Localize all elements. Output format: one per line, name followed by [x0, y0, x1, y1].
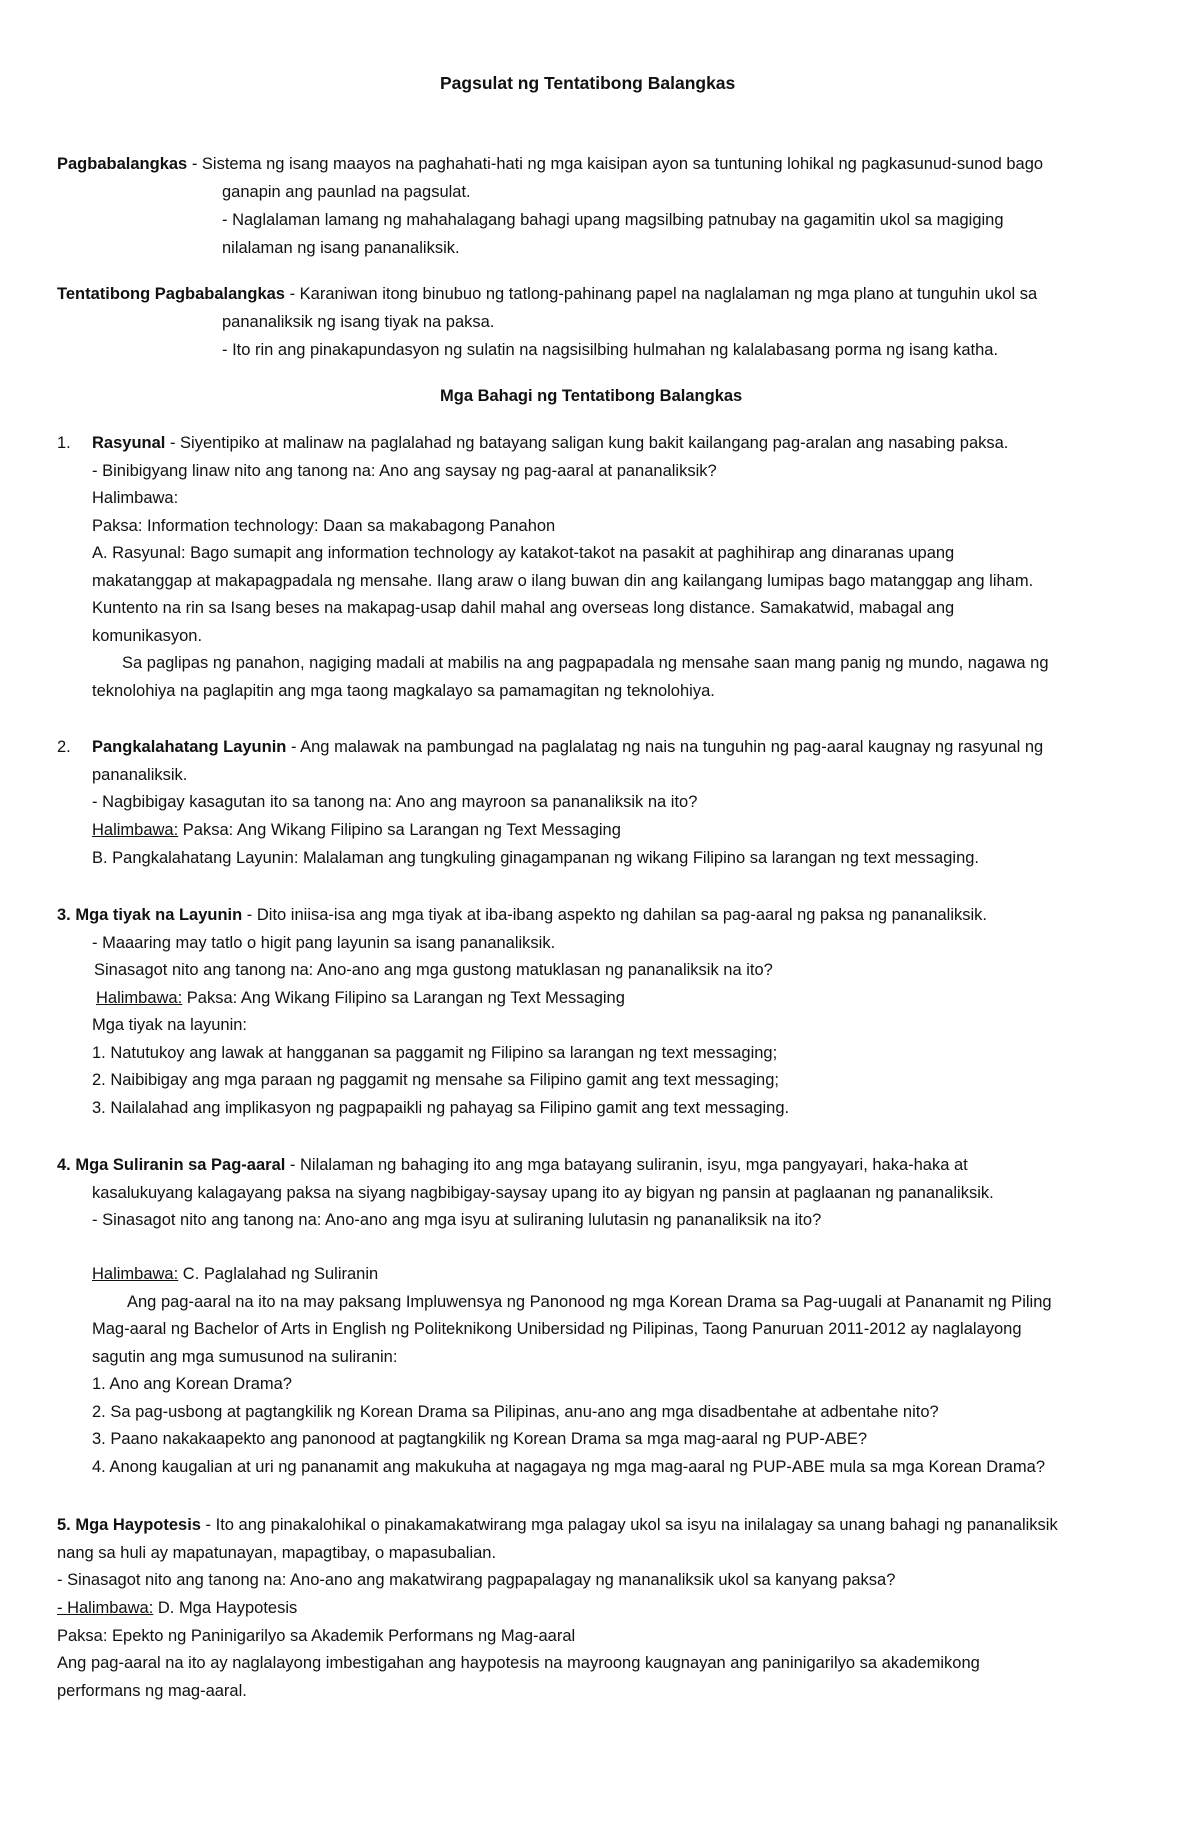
- document-title: Pagsulat ng Tentatibong Balangkas: [440, 73, 736, 93]
- list-item: 3. Nailalahad ang implikasyon ng pagpapaikli ng pahayag sa Filipino gamit ang text messaging.: [92, 1099, 790, 1117]
- term-pagbabalangkas: Pagbabalangkas: [57, 155, 188, 173]
- item-text: komunikasyon.: [92, 627, 203, 645]
- example-label: Halimbawa:: [96, 989, 183, 1007]
- term-suliranin: 4. Mga Suliranin sa Pag-aaral: [57, 1156, 286, 1174]
- example-text: Paksa: Ang Wikang Filipino sa Larangan ng Text Messaging: [178, 821, 621, 839]
- item-tiyak-na-layunin-heading: [57, 905, 987, 925]
- item-text: - Sinasagot nito ang tanong na: Ano-ano ang mga isyu at suliraning lulutasin ng pananaliksik na ito?: [92, 1211, 822, 1229]
- item-text: - Siyentipiko at malinaw na paglalahad ng batayang saligan kung bakit kailangang pag-aralan ang nasabing paksa.: [165, 434, 1009, 452]
- item-text: - Nagbibigay kasagutan ito sa tanong na: Ano ang mayroon sa pananaliksik na ito?: [92, 793, 698, 811]
- item-text: - Dito iniisa-isa ang mga tiyak at iba-ibang aspekto ng dahilan sa pag-aaral ng paksa ng pananaliksik.: [242, 906, 987, 924]
- item-text: kasalukuyang kalagayang paksa na siyang nagbibigay-saysay upang ito ay bigyan ng pansin at paglaanan ng pananaliksik.: [92, 1184, 994, 1202]
- list-item: 3. Paano nakakaapekto ang panonood at pagtangkilik ng Korean Drama sa mga mag-aaral ng PUP-ABE?: [92, 1430, 868, 1448]
- example-text: Paksa: Ang Wikang Filipino sa Larangan ng Text Messaging: [182, 989, 625, 1007]
- term-haypotesis: 5. Mga Haypotesis: [57, 1516, 201, 1534]
- item-text: - Binibigyang linaw nito ang tanong na: Ano ang saysay ng pag-aaral at pananaliksik?: [92, 462, 717, 480]
- list-item: 4. Anong kaugalian at uri ng pananamit ang makukuha at nagagaya ng mga mag-aaral ng PUP-ABE mula sa mga Korean Drama?: [92, 1458, 1045, 1476]
- definition-text: pananaliksik ng isang tiyak na paksa.: [222, 313, 495, 331]
- item-text: Sinasagot nito ang tanong na: Ano-ano ang mga gustong matuklasan ng pananaliksik na ito?: [94, 961, 773, 979]
- definition-text: - Naglalaman lamang ng mahahalagang bahagi upang magsilbing patnubay na gagamitin ukol sa magiging: [222, 211, 1004, 229]
- item-number: 1.: [57, 434, 71, 452]
- example-label: Halimbawa:: [92, 821, 179, 839]
- item-rasyunal-heading: [92, 433, 1008, 453]
- definition-pagbabalangkas-line: [57, 154, 1043, 174]
- item-text: - Nilalaman ng bahaging ito ang mga batayang suliranin, isyu, mga pangyayari, haka-haka at: [285, 1156, 968, 1174]
- item-text: B. Pangkalahatang Layunin: Malalaman ang tungkuling ginagampanan ng wikang Filipino sa larangan ng text messaging.: [92, 849, 980, 867]
- list-item: 2. Naibibigay ang mga paraan ng paggamit ng mensahe sa Filipino gamit ang text messaging;: [92, 1071, 779, 1089]
- item-text: sagutin ang mga sumusunod na suliranin:: [92, 1348, 398, 1366]
- list-item: 2. Sa pag-usbong at pagtangkilik ng Korean Drama sa Pilipinas, anu-ano ang mga disadbentahe at adbentahe nito?: [92, 1403, 939, 1421]
- definition-text: nilalaman ng isang pananaliksik.: [222, 239, 460, 257]
- item-suliranin-heading: [57, 1155, 968, 1175]
- item-text: Halimbawa:: [92, 489, 179, 507]
- section-heading: Mga Bahagi ng Tentatibong Balangkas: [440, 387, 743, 405]
- item-number: 2.: [57, 738, 71, 756]
- item-pangkalahatang-layunin-heading: [92, 737, 1043, 757]
- item-text: teknolohiya na paglapitin ang mga taong magkalayo sa pamamagitan ng teknolohiya.: [92, 682, 715, 700]
- term-tentatibong-pagbabalangkas: Tentatibong Pagbabalangkas: [57, 285, 285, 303]
- item-text: - Maaaring may tatlo o higit pang layunin sa isang pananaliksik.: [92, 934, 556, 952]
- list-item: 1. Ano ang Korean Drama?: [92, 1375, 292, 1393]
- example-line: [92, 820, 621, 840]
- example-text: D. Mga Haypotesis: [153, 1599, 298, 1617]
- item-text: Mag-aaral ng Bachelor of Arts in English ng Politeknikong Unibersidad ng Pilipinas, Taong Panuruan 2011-2012 ay naglalayong: [92, 1320, 1022, 1338]
- definition-text: - Sistema ng isang maayos na paghahati-hati ng mga kaisipan ayon sa tuntuning lohikal ng pagkasunud-sunod bago: [187, 155, 1044, 173]
- item-text: performans ng mag-aaral.: [57, 1682, 247, 1700]
- item-text: A. Rasyunal: Bago sumapit ang information technology ay katakot-takot na pasakit at paghihirap ang dinaranas upang: [92, 544, 955, 562]
- item-text: Ang pag-aaral na ito na may paksang Impluwensya ng Panonood ng mga Korean Drama sa Pag-uugali at Pananamit ng Piling: [127, 1293, 1052, 1311]
- item-text: - Ang malawak na pambungad na paglalatag ng nais na tunguhin ng pag-aaral kaugnay ng rasyunal ng: [286, 738, 1044, 756]
- item-text: nang sa huli ay mapatunayan, mapagtibay, o mapasubalian.: [57, 1544, 497, 1562]
- definition-text: - Karaniwan itong binubuo ng tatlong-pahinang papel na naglalaman ng mga plano at tunguhin ukol sa: [284, 285, 1038, 303]
- term-rasyunal: Rasyunal: [92, 434, 166, 452]
- definition-text: - Ito rin ang pinakapundasyon ng sulatin na nagsisilbing hulmahan ng kalalabasang porma ng isang katha.: [222, 341, 999, 359]
- item-text: Ang pag-aaral na ito ay naglalayong imbestigahan ang haypotesis na mayroong kaugnayan ang paninigarilyo sa akademikong: [57, 1654, 980, 1672]
- term-pangkalahatang-layunin: Pangkalahatang Layunin: [92, 738, 287, 756]
- example-line: [57, 1598, 297, 1618]
- item-haypotesis-heading: [57, 1515, 1058, 1535]
- term-tiyak-na-layunin: 3. Mga tiyak na Layunin: [57, 906, 243, 924]
- example-line: [96, 988, 625, 1008]
- item-text: Kuntento na rin sa Isang beses na makapag-usap dahil mahal ang overseas long distance. Samakatwid, mabagal ang: [92, 599, 955, 617]
- example-line: [92, 1264, 378, 1284]
- item-text: Paksa: Information technology: Daan sa makabagong Panahon: [92, 517, 556, 535]
- item-text: makatanggap at makapagpadala ng mensahe. Ilang araw o ilang buwan din ang kailangang lumipas bago matanggap ang liham.: [92, 572, 1034, 590]
- example-label: - Halimbawa:: [57, 1599, 154, 1617]
- item-text: Mga tiyak na layunin:: [92, 1016, 248, 1034]
- example-text: C. Paglalahad ng Suliranin: [178, 1265, 379, 1283]
- item-text: Paksa: Epekto ng Paninigarilyo sa Akademik Performans ng Mag-aaral: [57, 1627, 576, 1645]
- list-item: 1. Natutukoy ang lawak at hangganan sa paggamit ng Filipino sa larangan ng text messaging;: [92, 1044, 778, 1062]
- definition-tentatibong-line: [57, 284, 1037, 304]
- item-text: - Sinasagot nito ang tanong na: Ano-ano ang makatwirang pagpapalagay ng mananaliksik ukol sa kanyang paksa?: [57, 1571, 896, 1589]
- definition-text: ganapin ang paunlad na pagsulat.: [222, 183, 471, 201]
- item-text: pananaliksik.: [92, 766, 188, 784]
- example-label: Halimbawa:: [92, 1265, 179, 1283]
- item-text: Sa paglipas ng panahon, nagiging madali at mabilis na ang pagpapadala ng mensahe saan mang panig ng mundo, nagawa ng: [122, 654, 1049, 672]
- item-text: - Ito ang pinakalohikal o pinakamakatwirang mga palagay ukol sa isyu na inilalagay sa unang bahagi ng pananaliksik: [200, 1516, 1058, 1534]
